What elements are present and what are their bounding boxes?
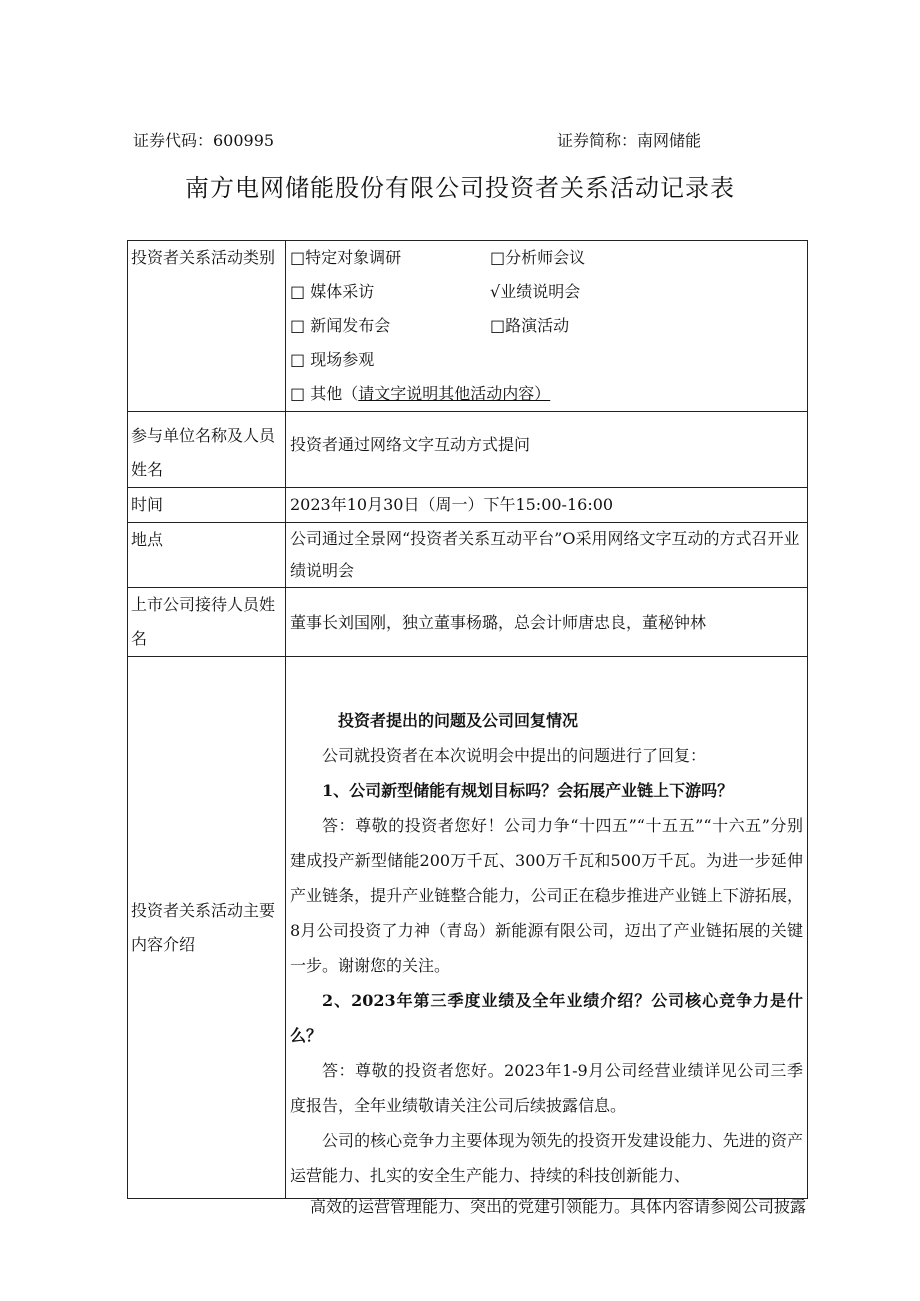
row-time bbox=[128, 488, 808, 523]
question-2: 2、2023年第三季度业绩及全年业绩介绍？公司核心竞争力是什么？ bbox=[290, 991, 803, 1045]
content-label: 投资者关系活动主要内容介绍 bbox=[131, 900, 276, 954]
answer-1: 答：尊敬的投资者您好！公司力争“十四五”“十五五”“十六五”分别建成投产新型储能200万千瓦、300万千瓦和500万千瓦。为进一步延伸产业链条，提升产业链整合能力，公司正在稳步推进产业链上下游拓展，8月公司投资了力神（青岛）新能源有限公司，迈出了产业链拓展的关键一步。谢谢您的关注。 bbox=[290, 816, 803, 975]
security-abbreviation: 证券简称：南网储能 bbox=[557, 131, 702, 150]
row-reception bbox=[128, 588, 808, 657]
location-label: 地点 bbox=[128, 523, 286, 588]
qa-section-title: 投资者提出的问题及公司回复情况 bbox=[338, 711, 579, 730]
participants-label: 参与单位名称及人员姓名 bbox=[128, 412, 286, 488]
content-body bbox=[286, 657, 808, 1199]
option-other[interactable] bbox=[290, 377, 550, 411]
time-label: 时间 bbox=[128, 488, 286, 523]
time-value: 2023年10月30日（周一）下午15:00-16:00 bbox=[286, 488, 808, 523]
participants-value: 投资者通过网络文字互动方式提问 bbox=[290, 434, 531, 454]
location-value: 公司通过全景网“投资者关系互动平台”O采用网络文字互动的方式召开业绩说明会 bbox=[286, 523, 808, 588]
continuation-text: 高效的运营管理能力、突出的党建引领能力。具体内容请参阅公司披露 bbox=[309, 1197, 806, 1216]
reception-label: 上市公司接待人员姓名 bbox=[128, 588, 286, 657]
document-title: 南方电网储能股份有限公司投资者关系活动记录表 bbox=[185, 174, 735, 202]
option-other-prefix: □ 其他（ bbox=[290, 384, 359, 403]
row-location bbox=[128, 523, 808, 588]
option-media-interview[interactable]: □ 媒体采访 bbox=[290, 282, 375, 301]
security-code: 证券代码：600995 bbox=[133, 131, 275, 150]
question-1: 1、公司新型储能有规划目标吗？会拓展产业链上下游吗？ bbox=[322, 781, 734, 800]
answer-2: 答：尊敬的投资者您好。2023年1-9月公司经营业绩详见公司三季度报告，全年业绩敬请关注公司后续披露信息。 bbox=[290, 1061, 803, 1115]
row-content bbox=[128, 657, 808, 1199]
record-table bbox=[127, 240, 808, 1199]
option-press-conference[interactable]: □ 新闻发布会 bbox=[290, 316, 391, 335]
option-other-description: 请文字说明其他活动内容） bbox=[358, 384, 551, 403]
option-earnings-briefing[interactable]: √业绩说明会 bbox=[490, 282, 581, 301]
option-analyst-meeting[interactable]: □分析师会议 bbox=[490, 248, 586, 267]
row-participants bbox=[128, 412, 808, 488]
row-activity-type bbox=[128, 241, 808, 412]
activity-type-label: 投资者关系活动类别 bbox=[128, 241, 286, 412]
header-row bbox=[133, 128, 783, 154]
answer-2-continued: 公司的核心竞争力主要体现为领先的投资开发建设能力、先进的资产运营能力、扎实的安全生产能力、持续的科技创新能力、 bbox=[290, 1131, 803, 1185]
option-specific-research[interactable]: □特定对象调研 bbox=[290, 248, 402, 267]
activity-type-options bbox=[286, 241, 808, 412]
option-site-visit[interactable]: □ 现场参观 bbox=[290, 350, 375, 369]
qa-intro: 公司就投资者在本次说明会中提出的问题进行了回复： bbox=[322, 746, 707, 765]
reception-value: 董事长刘国刚，独立董事杨璐，总会计师唐忠良，董秘钟林 bbox=[290, 612, 707, 632]
option-roadshow[interactable]: □路演活动 bbox=[490, 316, 570, 335]
